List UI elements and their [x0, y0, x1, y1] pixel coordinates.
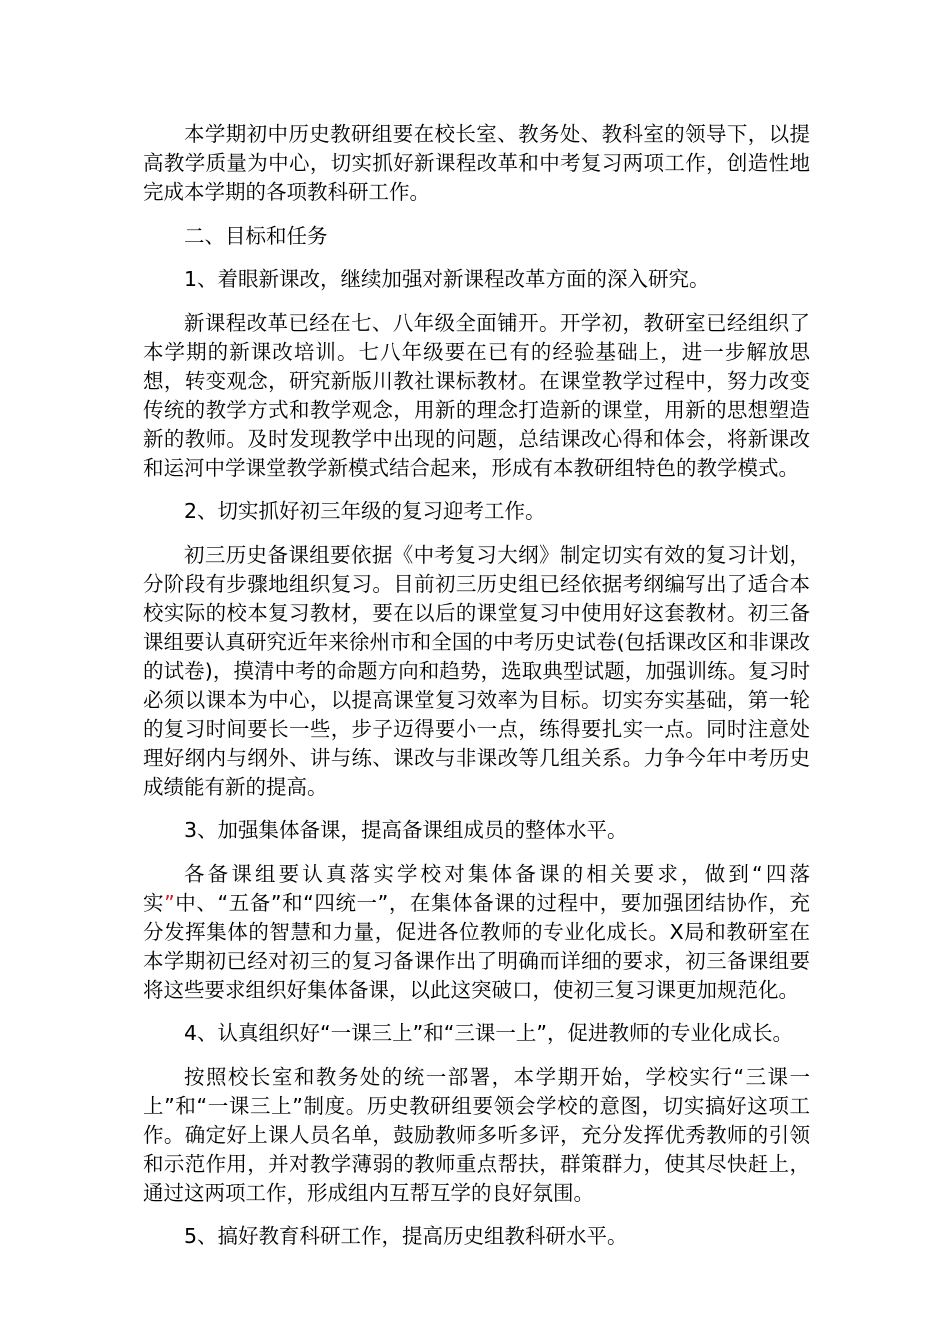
item-paragraph-3: [143, 860, 810, 1005]
item-paragraph-1: 新课程改革已经在七、八年级全面铺开。开学初，教研室已经组织了本学期的新课改培训。七八年级要在已有的经验基础上，进一步解放思想，转变观念，研究新版川教社课标教材。在课堂教学过程中，努力改变传统的教学方式和教学观念，用新的理念打造新的课堂，用新的思想塑造新的教师。及时发现教学中出现的问题，总结课改心得和体会，将新课改和运河中学课堂教学新模式结合起来，形成有本教研组特色的教学模式。: [143, 310, 810, 480]
item-heading-4: 4、认真组织好“一课三上”和“三课一上”，促进教师的专业化成长。: [184, 1021, 794, 1045]
document-page: [143, 120, 810, 1266]
item-heading-1: 1、着眼新课改，继续加强对新课程改革方面的深入研究。: [184, 267, 710, 291]
item-paragraph-4: 按照校长室和教务处的统一部署，本学期开始，学校实行“三课一上”和“一课三上”制度。历史教研组要领会学校的意图，切实搞好这项工作。确定好上课人员名单，鼓励教师多听多评，充分发挥优秀教师的引领和示范作用，并对教学薄弱的教师重点帮扶，群策群力，使其尽快赶上，通过这两项工作，形成组内互帮互学的良好氛围。: [143, 1064, 810, 1205]
item-heading-3: 3、加强集体备课，提高备课组成员的整体水平。: [184, 818, 628, 842]
item-paragraph-3-part-b: 中、“五备”和“四统一”，在集体备课的过程中，要加强团结协作，充分发挥集体的智慧和力量，促进各位教师的专业化成长。X局和教研室在本学期初已经对初三的复习备课作出了明确而详细的要求，初三备课组要将这些要求组织好集体备课，以此这突破口，使初三复习课更加规范化。: [143, 890, 811, 1002]
section-heading-goals: 二、目标和任务: [184, 223, 328, 248]
item-paragraph-2: 初三历史备课组要依据《中考复习大纲》制定切实有效的复习计划，分阶段有步骤地组织复习。目前初三历史组已经依据考纲编写出了适合本校实际的校本复习教材，要在以后的课堂复习中使用好这套教材。初三备课组要认真研究近年来徐州市和全国的中考历史试卷(包括课改区和非课改的试卷)，摸清中考的命题方向和趋势，选取典型试题，加强训练。复习时必须以课本为中心，以提高课堂复习效率为目标。切实夯实基础，第一轮的复习时间要长一些，步子迈得要小一点，练得要扎实一点。同时注意处理好纲内与纲外、讲与练、课改与非课改等几组关系。力争今年中考历史成绩能有新的提高。: [143, 542, 810, 799]
item-heading-5: 5、搞好教育科研工作，提高历史组教科研水平。: [184, 1224, 628, 1248]
intro-paragraph: 本学期初中历史教研组要在校长室、教务处、教科室的领导下，以提高教学质量为中心，切实抓好新课程改革和中考复习两项工作，创造性地完成本学期的各项教科研工作。: [143, 122, 810, 204]
item-heading-2: 2、切实抓好初三年级的复习迎考工作。: [184, 499, 546, 523]
red-quote-mark: ”: [164, 890, 175, 915]
item-paragraph-3-part-a: 各备课组要认真落实学校对集体备课的相关要求，做到“四落实: [143, 861, 810, 915]
